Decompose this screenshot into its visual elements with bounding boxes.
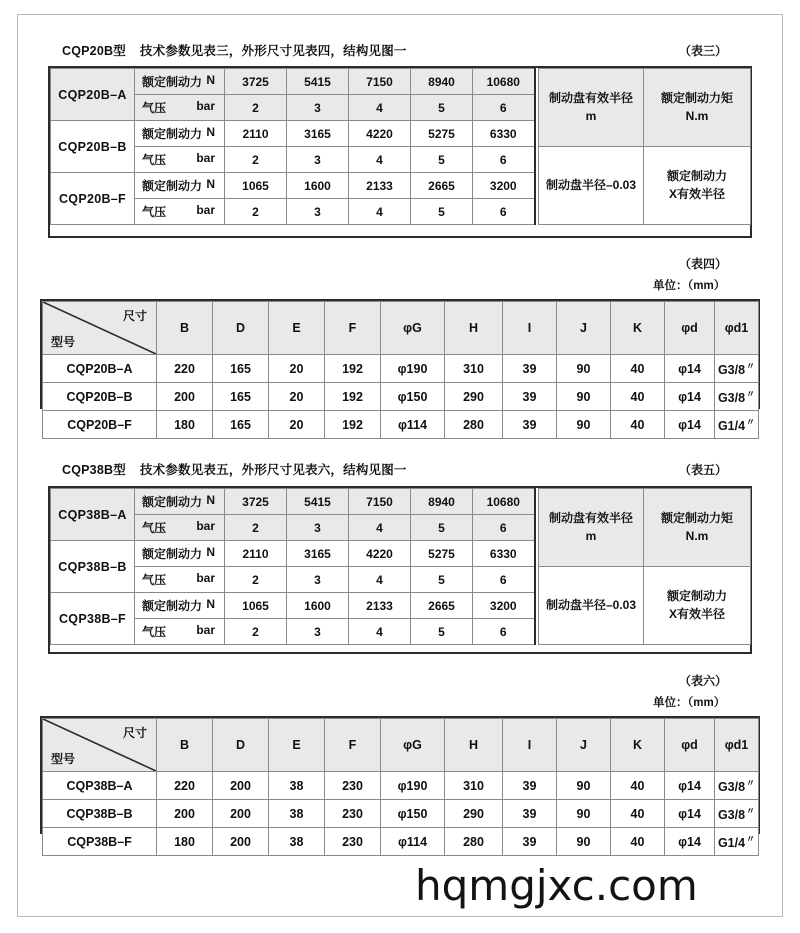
- spec-cell: 2: [225, 619, 287, 645]
- spec-cell: 3200: [473, 593, 535, 619]
- table-header-row: [43, 719, 759, 772]
- dim-col-header: H: [445, 719, 503, 772]
- spec-model-cell: CQP20B–B: [51, 121, 135, 173]
- spec-cell: 2: [225, 95, 287, 121]
- right-header-radius: 制动盘有效半径 m: [539, 489, 644, 567]
- dim-col-header: F: [325, 302, 381, 355]
- unit-tag-6: 单位：（mm）: [653, 697, 726, 709]
- dim-cell: 200: [213, 772, 269, 800]
- dim-cell: 20: [269, 355, 325, 383]
- spec-cell: 8940: [411, 489, 473, 515]
- dim-cell: 200: [157, 383, 213, 411]
- dim-col-header: F: [325, 719, 381, 772]
- spec-cell: 6330: [473, 121, 535, 147]
- table-tag-6: （表六）: [679, 674, 728, 688]
- dim-col-header: I: [503, 719, 557, 772]
- section-title-cqp38b: [62, 460, 407, 478]
- spec-cell: 3725: [225, 69, 287, 95]
- spec-cell: 3200: [473, 173, 535, 199]
- table-row: [51, 489, 751, 515]
- dim-corner-header: [43, 719, 157, 772]
- dim-cell: 38: [269, 828, 325, 856]
- table-row: [43, 828, 759, 856]
- section-title-cqp20b: [62, 41, 407, 59]
- dim-cell: 90: [557, 800, 611, 828]
- spec-cell: 1600: [287, 593, 349, 619]
- dim-cell: 90: [557, 411, 611, 439]
- table-row: [43, 800, 759, 828]
- dim-cell: 310: [445, 772, 503, 800]
- spec-cell: 7150: [349, 489, 411, 515]
- spec-cell: 5: [411, 199, 473, 225]
- dim-cell: 39: [503, 411, 557, 439]
- dim-table-6-frame: [40, 716, 760, 851]
- dim-col-header: φd1: [715, 302, 759, 355]
- spec-cell: 10680: [473, 69, 535, 95]
- dim-model-cell: CQP20B–A: [43, 355, 157, 383]
- row-label-force: 额定制动力 N: [135, 593, 225, 619]
- dim-col-header: K: [611, 302, 665, 355]
- spec-cell: 3: [287, 515, 349, 541]
- spec-model-cell: CQP20B–A: [51, 69, 135, 121]
- dim-col-header: J: [557, 719, 611, 772]
- spec-table-3: [50, 68, 751, 225]
- dim-col-header: K: [611, 719, 665, 772]
- spec-cell: 2: [225, 515, 287, 541]
- dim-cell: φ114: [381, 828, 445, 856]
- spec-cell: 6: [473, 515, 535, 541]
- spec-cell: 5: [411, 147, 473, 173]
- spec-cell: 5: [411, 619, 473, 645]
- spec-cell: 4220: [349, 541, 411, 567]
- right-header-torque: 额定制动力矩 N.m: [644, 69, 751, 147]
- table-header-row: [43, 302, 759, 355]
- spec-cell: 7150: [349, 69, 411, 95]
- spec-cell: 2110: [225, 541, 287, 567]
- spec-cell: 3: [287, 147, 349, 173]
- spec-cell: 2: [225, 567, 287, 593]
- spec-cell: 8940: [411, 69, 473, 95]
- spec-cell: 5275: [411, 541, 473, 567]
- dim-cell: 200: [213, 828, 269, 856]
- dim-cell: 230: [325, 800, 381, 828]
- dim-cell: 90: [557, 383, 611, 411]
- dim-cell: 39: [503, 828, 557, 856]
- dim-cell-thread: G3/8〃: [715, 800, 759, 828]
- dim-cell: 192: [325, 383, 381, 411]
- row-label-pressure: 气压 bar: [135, 515, 225, 541]
- dim-col-header: D: [213, 302, 269, 355]
- spec-cell: 2110: [225, 121, 287, 147]
- dim-cell: 290: [445, 800, 503, 828]
- table-row: [43, 411, 759, 439]
- spec-model-cell: CQP20B–F: [51, 173, 135, 225]
- spec-cell: 5: [411, 515, 473, 541]
- dim-model-cell: CQP38B–B: [43, 800, 157, 828]
- dim-cell-thread: G3/8〃: [715, 772, 759, 800]
- dim-cell: 39: [503, 772, 557, 800]
- dim-cell: 40: [611, 772, 665, 800]
- dim-cell: 200: [157, 800, 213, 828]
- dim-cell: 280: [445, 411, 503, 439]
- spec-table-5-frame: [48, 486, 752, 654]
- row-label-pressure: 气压 bar: [135, 619, 225, 645]
- dim-cell: 40: [611, 383, 665, 411]
- spec-cell: 6: [473, 619, 535, 645]
- spec-cell: 2: [225, 147, 287, 173]
- row-label-force: 额定制动力 N: [135, 541, 225, 567]
- table-row: [51, 147, 751, 173]
- row-label-pressure: 气压 bar: [135, 147, 225, 173]
- dim-col-header: J: [557, 302, 611, 355]
- dim-col-header: E: [269, 719, 325, 772]
- spec-cell: 3: [287, 567, 349, 593]
- spec-model-cell: CQP38B–B: [51, 541, 135, 593]
- dim-table-6: [42, 718, 759, 856]
- section-model-label: CQP38B型: [62, 463, 126, 477]
- right-body-torque-formula: 额定制动力 X有效半径: [644, 567, 751, 645]
- dim-cell: 180: [157, 411, 213, 439]
- dim-cell: 192: [325, 411, 381, 439]
- dim-corner-header: [43, 302, 157, 355]
- dim-cell: 310: [445, 355, 503, 383]
- right-header-torque: 额定制动力矩 N.m: [644, 489, 751, 567]
- corner-label-model: 型号: [51, 335, 76, 349]
- row-label-force: 额定制动力 N: [135, 173, 225, 199]
- dim-cell: 39: [503, 383, 557, 411]
- dim-cell: 38: [269, 772, 325, 800]
- corner-label-dimension: 尺寸: [122, 726, 147, 740]
- dim-col-header: B: [157, 719, 213, 772]
- dim-col-header: D: [213, 719, 269, 772]
- dim-col-header: H: [445, 302, 503, 355]
- spec-cell: 6: [473, 147, 535, 173]
- dim-cell: φ14: [665, 800, 715, 828]
- site-watermark: hqmgjxc.com: [415, 861, 698, 910]
- dim-cell: 220: [157, 355, 213, 383]
- dim-cell: 39: [503, 355, 557, 383]
- spec-table-3-frame: [48, 66, 752, 238]
- table-row: [43, 355, 759, 383]
- spec-cell: 2: [225, 199, 287, 225]
- dim-cell: 90: [557, 355, 611, 383]
- dim-cell: φ14: [665, 411, 715, 439]
- spec-cell: 6: [473, 567, 535, 593]
- corner-label-model: 型号: [51, 752, 76, 766]
- dim-cell: 290: [445, 383, 503, 411]
- dim-cell: 230: [325, 772, 381, 800]
- dim-cell: φ14: [665, 828, 715, 856]
- dim-cell: φ190: [381, 772, 445, 800]
- spec-cell: 3165: [287, 541, 349, 567]
- row-label-pressure: 气压 bar: [135, 95, 225, 121]
- row-label-force: 额定制动力 N: [135, 121, 225, 147]
- dim-cell: 192: [325, 355, 381, 383]
- dim-cell: 280: [445, 828, 503, 856]
- spec-cell: 5415: [287, 69, 349, 95]
- dim-cell: 40: [611, 411, 665, 439]
- spec-cell: 4: [349, 619, 411, 645]
- dim-cell: φ14: [665, 772, 715, 800]
- section-title-text: 技术参数见表五，外形尺寸见表六，结构见图一: [139, 463, 407, 477]
- spec-cell: 4: [349, 95, 411, 121]
- dim-cell: 40: [611, 828, 665, 856]
- dim-cell: 180: [157, 828, 213, 856]
- spec-cell: 4: [349, 515, 411, 541]
- dim-cell: φ14: [665, 355, 715, 383]
- right-body-radius-formula: 制动盘半径–0.03: [539, 567, 644, 645]
- dim-col-header: I: [503, 302, 557, 355]
- dim-cell: 165: [213, 355, 269, 383]
- row-label-force: 额定制动力 N: [135, 489, 225, 515]
- dim-cell: 39: [503, 800, 557, 828]
- spec-cell: 1065: [225, 173, 287, 199]
- dim-col-header: φd: [665, 302, 715, 355]
- dim-cell: φ150: [381, 800, 445, 828]
- dim-model-cell: CQP20B–B: [43, 383, 157, 411]
- spec-cell: 2665: [411, 173, 473, 199]
- dim-cell: 20: [269, 383, 325, 411]
- spec-cell: 4: [349, 147, 411, 173]
- dim-col-header: B: [157, 302, 213, 355]
- spec-cell: 2133: [349, 173, 411, 199]
- section-title-text: 技术参数见表三，外形尺寸见表四，结构见图一: [139, 44, 407, 58]
- spec-cell: 10680: [473, 489, 535, 515]
- section-model-label: CQP20B型: [62, 44, 126, 58]
- dim-cell: 40: [611, 355, 665, 383]
- spec-cell: 1065: [225, 593, 287, 619]
- table-tag-4: （表四）: [679, 257, 728, 271]
- spec-cell: 3725: [225, 489, 287, 515]
- spec-model-cell: CQP38B–A: [51, 489, 135, 541]
- spec-cell: 1600: [287, 173, 349, 199]
- dim-cell: 165: [213, 383, 269, 411]
- spec-cell: 3: [287, 95, 349, 121]
- spec-cell: 5275: [411, 121, 473, 147]
- dim-table-4-frame: [40, 299, 760, 434]
- table-row: [43, 383, 759, 411]
- dim-cell: 38: [269, 800, 325, 828]
- spec-table-5: [50, 488, 751, 645]
- spec-cell: 6: [473, 95, 535, 121]
- spec-cell: 3165: [287, 121, 349, 147]
- table-row: [51, 69, 751, 95]
- dim-cell: φ14: [665, 383, 715, 411]
- row-label-pressure: 气压 bar: [135, 199, 225, 225]
- dim-col-header: φd1: [715, 719, 759, 772]
- dim-cell: 40: [611, 800, 665, 828]
- spec-cell: 5415: [287, 489, 349, 515]
- corner-label-dimension: 尺寸: [122, 309, 147, 323]
- spec-cell: 4: [349, 567, 411, 593]
- dim-cell-thread: G1/4〃: [715, 411, 759, 439]
- dim-cell: 230: [325, 828, 381, 856]
- spec-cell: 6: [473, 199, 535, 225]
- dim-cell: 165: [213, 411, 269, 439]
- dim-cell: 90: [557, 828, 611, 856]
- dim-cell-thread: G3/8〃: [715, 355, 759, 383]
- dim-col-header: φG: [381, 302, 445, 355]
- dim-cell-thread: G3/8〃: [715, 383, 759, 411]
- spec-cell: 6330: [473, 541, 535, 567]
- spec-cell: 3: [287, 619, 349, 645]
- spec-cell: 5: [411, 567, 473, 593]
- dim-cell: 90: [557, 772, 611, 800]
- dim-col-header: φG: [381, 719, 445, 772]
- dim-cell: φ150: [381, 383, 445, 411]
- dim-col-header: E: [269, 302, 325, 355]
- table-tag-5: （表五）: [679, 463, 728, 477]
- dim-table-4: [42, 301, 759, 439]
- dim-model-cell: CQP38B–F: [43, 828, 157, 856]
- dim-model-cell: CQP38B–A: [43, 772, 157, 800]
- dim-cell-thread: G1/4〃: [715, 828, 759, 856]
- spec-model-cell: CQP38B–F: [51, 593, 135, 645]
- dim-cell: 220: [157, 772, 213, 800]
- spec-cell: 4220: [349, 121, 411, 147]
- unit-tag-4: 单位：（mm）: [653, 280, 726, 292]
- table-tag-3: （表三）: [679, 44, 728, 58]
- dim-cell: 200: [213, 800, 269, 828]
- spec-cell: 2665: [411, 593, 473, 619]
- dim-cell: φ114: [381, 411, 445, 439]
- spec-cell: 3: [287, 199, 349, 225]
- spec-cell: 5: [411, 95, 473, 121]
- dim-cell: 20: [269, 411, 325, 439]
- table-row: [43, 772, 759, 800]
- spec-cell: 4: [349, 199, 411, 225]
- right-body-radius-formula: 制动盘半径–0.03: [539, 147, 644, 225]
- right-body-torque-formula: 额定制动力 X有效半径: [644, 147, 751, 225]
- dim-col-header: φd: [665, 719, 715, 772]
- right-header-radius: 制动盘有效半径 m: [539, 69, 644, 147]
- table-row: [51, 567, 751, 593]
- row-label-pressure: 气压 bar: [135, 567, 225, 593]
- spec-cell: 2133: [349, 593, 411, 619]
- dim-model-cell: CQP20B–F: [43, 411, 157, 439]
- row-label-force: 额定制动力 N: [135, 69, 225, 95]
- dim-cell: φ190: [381, 355, 445, 383]
